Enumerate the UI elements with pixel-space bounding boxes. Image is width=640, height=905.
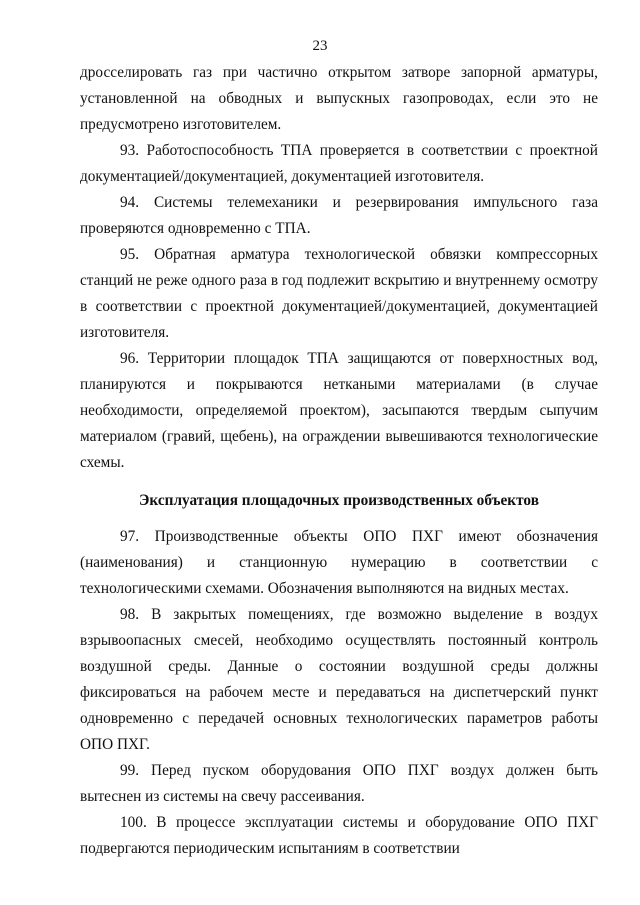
paragraph-93: 93. Работоспособность ТПА проверяется в соответствии с проектной документацией/документацией, документацией изготовителя. <box>80 142 598 185</box>
page-number: 23 <box>312 38 328 54</box>
paragraph-94: 94. Системы телемеханики и резервирования импульсного газа проверяются одновременно с ТПА. <box>80 194 598 237</box>
paragraph-97: 97. Производственные объекты ОПО ПХГ имеют обозначения (наименования) и станционную нумерацию в соответствии с технологическими схемами. Обозначения выполняются на видных местах. <box>80 528 598 597</box>
paragraph-98: 98. В закрытых помещениях, где возможно выделение в воздух взрывоопасных смесей, необходимо осуществлять постоянный контроль воздушной среды. Данные о состоянии воздушной среды должны фиксироваться на рабочем месте и передаваться на диспетчерский пункт одновременно с передачей основных технологических параметров работы ОПО ПХГ. <box>80 606 598 753</box>
section-heading: Эксплуатация площадочных производственных объектов <box>139 492 539 509</box>
paragraph-96: 96. Территории площадок ТПА защищаются от поверхностных вод, планируются и покрываются неткаными материалами (в случае необходимости, определяемой проектом), засыпаются твердым сыпучим материалом (гравий, щебень), на ограждении вывешиваются технологические схемы. <box>80 350 598 471</box>
paragraph-continuation: дросселировать газ при частично открытом затворе запорной арматуры, установленной на обводных и выпускных газопроводах, если это не предусмотрено изготовителем. <box>80 64 598 133</box>
paragraph-99: 99. Перед пуском оборудования ОПО ПХГ воздух должен быть вытеснен из системы на свечу рассеивания. <box>80 762 598 805</box>
document-body <box>80 60 598 862</box>
paragraph-100: 100. В процессе эксплуатации системы и оборудование ОПО ПХГ подвергаются периодическим испытаниям в соответствии <box>80 814 598 857</box>
paragraph-95: 95. Обратная арматура технологической обвязки компрессорных станций не реже одного раза в год подлежит вскрытию и внутреннему осмотру в соответствии с проектной документацией/документацией, документацией изготовителя. <box>80 246 598 341</box>
